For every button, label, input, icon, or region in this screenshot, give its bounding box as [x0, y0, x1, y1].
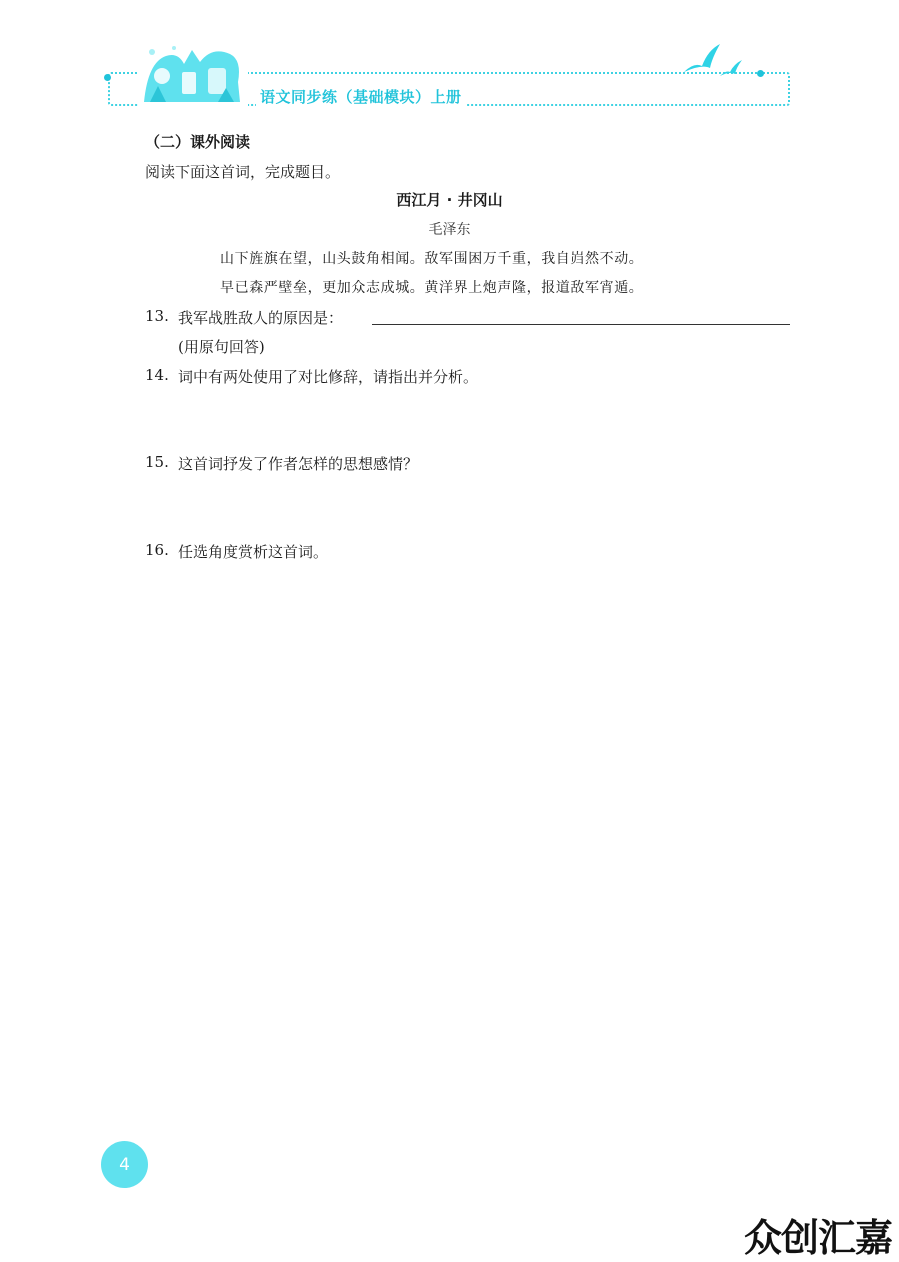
castle-illustration-icon — [138, 42, 248, 106]
poem-title: 西江月 · 井冈山 — [396, 191, 503, 209]
poem-author: 毛泽东 — [428, 222, 471, 238]
section-title: （二）课外阅读 — [145, 133, 251, 151]
question-14-text: 词中有两处使用了对比修辞，请指出并分析。 — [178, 368, 479, 386]
question-16-text: 任选角度赏析这首词。 — [178, 543, 329, 561]
header-title: 语文同步练（基础模块）上册 — [256, 86, 466, 107]
section-instruction: 阅读下面这首词，完成题目。 — [145, 163, 341, 181]
birds-icon — [680, 40, 750, 80]
question-13-answer-line[interactable] — [372, 324, 790, 325]
question-14-number: 14. — [145, 366, 169, 384]
page-number-badge — [101, 1141, 148, 1188]
poem-line-2: 早已森严壁垒，更加众志成城。黄洋界上炮声隆，报道敌军宵遁。 — [220, 280, 644, 296]
question-16-number: 16. — [145, 541, 169, 559]
question-13-text: 我军战胜敌人的原因是： — [178, 309, 344, 327]
poem-line-1: 山下旌旗在望，山头鼓角相闻。敌军围困万千重，我自岿然不动。 — [220, 251, 644, 267]
page-number: 4 — [119, 1154, 130, 1175]
question-13-note: (用原句回答) — [178, 338, 265, 356]
question-15-text: 这首词抒发了作者怎样的思想感情？ — [178, 455, 419, 473]
question-15-number: 15. — [145, 453, 169, 471]
question-13-number: 13. — [145, 307, 169, 325]
header-dot-left — [104, 74, 111, 81]
header-dot-right — [757, 70, 764, 77]
watermark: 众创汇嘉 — [744, 1216, 893, 1260]
